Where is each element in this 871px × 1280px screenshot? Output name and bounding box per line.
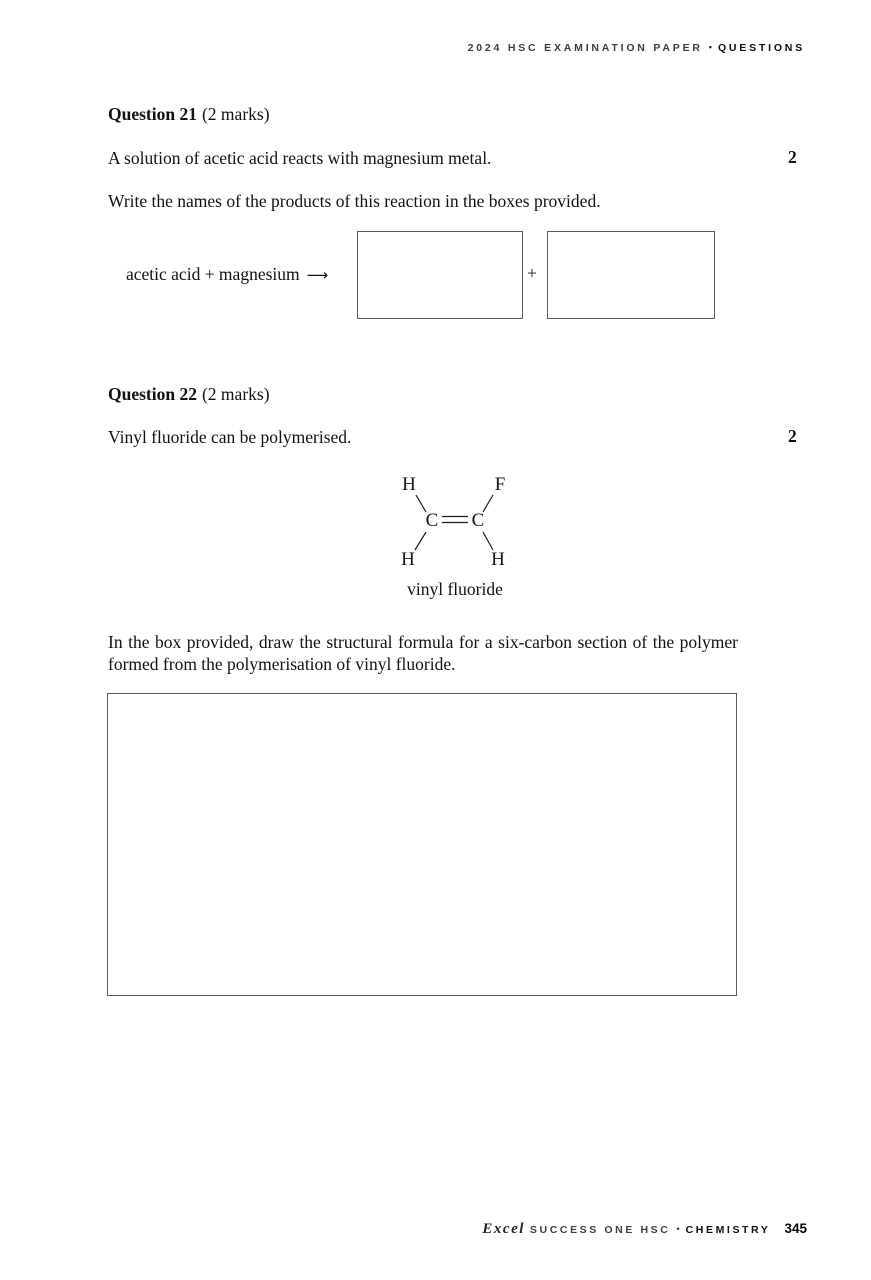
product-2-answer-box[interactable] bbox=[547, 231, 715, 319]
question-22-marks-value: 2 bbox=[788, 426, 797, 446]
footer-bullet-separator: • bbox=[676, 1224, 680, 1234]
atom-label-top-right: F bbox=[494, 474, 506, 495]
reaction-arrow-icon: ⟶ bbox=[306, 266, 329, 284]
vinyl-fluoride-structure-diagram bbox=[385, 462, 525, 574]
equation-reactants-text: acetic acid + magnesium bbox=[126, 264, 300, 284]
header-edition: 2024 HSC EXAMINATION PAPER bbox=[467, 42, 703, 54]
product-1-answer-box[interactable] bbox=[357, 231, 523, 319]
question-21-number: Question 21 bbox=[108, 104, 197, 124]
molecule-caption: vinyl fluoride bbox=[407, 579, 503, 599]
page-header bbox=[0, 42, 805, 54]
question-22-statement: Vinyl fluoride can be polymerised. bbox=[108, 427, 352, 447]
atom-label-top-left: H bbox=[402, 474, 416, 495]
question-22-title bbox=[108, 384, 270, 405]
atom-label-bottom-right: H bbox=[491, 549, 505, 570]
bond-h-to-left-c bbox=[416, 495, 426, 512]
header-section: QUESTIONS bbox=[717, 42, 805, 54]
bond-left-c-to-h bbox=[415, 532, 426, 550]
atom-label-bottom-left: H bbox=[401, 549, 415, 570]
footer-brand: Excel bbox=[482, 1221, 525, 1237]
question-22-number: Question 22 bbox=[108, 384, 197, 404]
question-21-statement: A solution of acetic acid reacts with magnesium metal. bbox=[108, 148, 492, 168]
question-21-marks-value: 2 bbox=[788, 147, 797, 167]
equation-reactants bbox=[126, 264, 328, 285]
question-21-marks-note: (2 marks) bbox=[201, 104, 270, 124]
bond-right-c-to-h bbox=[483, 532, 493, 550]
page-footer bbox=[0, 1220, 807, 1238]
footer-subject: CHEMISTRY bbox=[685, 1224, 771, 1236]
question-22-marks-note: (2 marks) bbox=[201, 384, 270, 404]
polymer-drawing-answer-box[interactable] bbox=[107, 693, 737, 996]
footer-page-number: 345 bbox=[784, 1221, 807, 1236]
question-22-instruction: In the box provided, draw the structural formula for a six-carbon section of the polymer formed from the polymerisation of vinyl fluoride. bbox=[108, 632, 738, 674]
atom-label-right-carbon: C bbox=[471, 510, 485, 531]
footer-series: SUCCESS ONE HSC bbox=[529, 1224, 671, 1236]
bond-f-to-right-c bbox=[483, 495, 493, 512]
question-21-title bbox=[108, 104, 270, 125]
equation-plus-sign: + bbox=[527, 263, 537, 283]
atom-label-left-carbon: C bbox=[425, 510, 439, 531]
question-21-instruction: Write the names of the products of this reaction in the boxes provided. bbox=[108, 191, 601, 211]
header-bullet-separator: • bbox=[708, 42, 712, 52]
